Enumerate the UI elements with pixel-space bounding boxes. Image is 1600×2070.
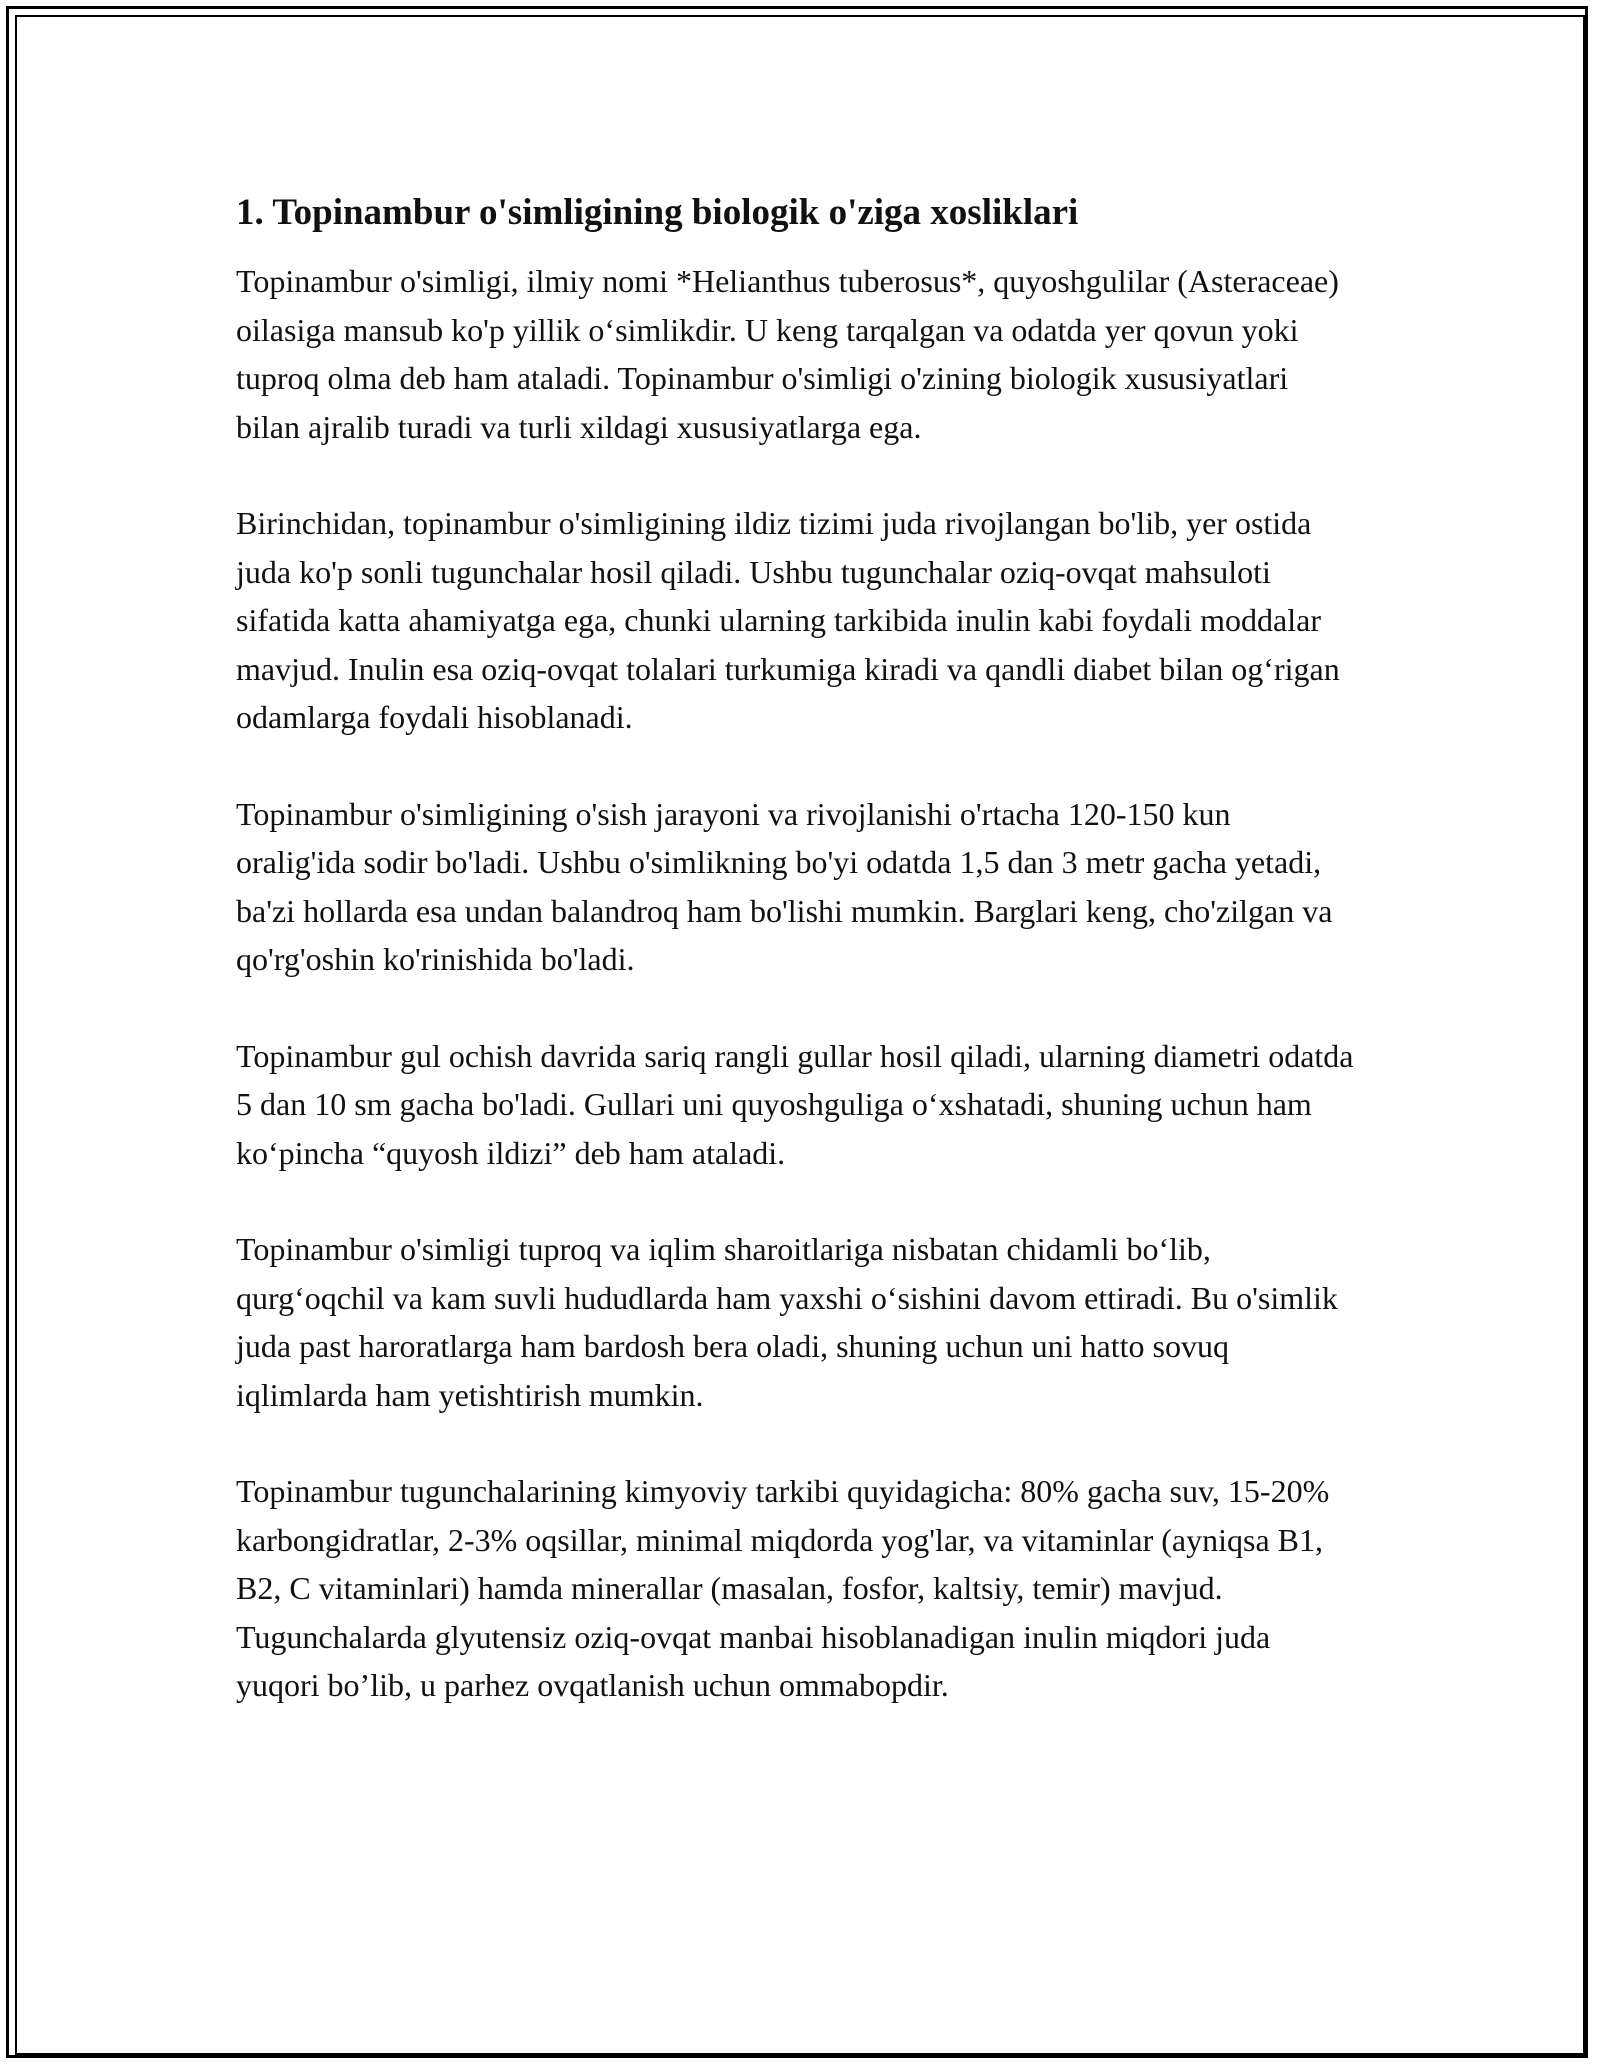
paragraph-hardiness: Topinambur o'simligi tuproq va iqlim sharoitlariga nisbatan chidamli bo‘lib, qurg‘oqchil va kam suvli hududlarda ham yaxshi o‘sishini davom ettiradi. Bu o'simlik juda past haroratlarga ham bardosh bera oladi, shuning uchun uni hatto sovuq iqlimlarda ham yetishtirish mumkin. bbox=[236, 1231, 1338, 1413]
section-heading: 1. Topinambur o'simligining biologik o'ziga xosliklari bbox=[236, 192, 1079, 233]
paragraph-composition: Topinambur tugunchalarining kimyoviy tarkibi quyidagicha: 80% gacha suv, 15-20% karbongidratlar, 2-3% oqsillar, minimal miqdorda yog'lar, va vitaminlar (ayniqsa B1, B2, C vitaminlari) hamda minerallar (masalan, fosfor, kaltsiy, temir) mavjud. Tugunchalarda glyutensiz oziq-ovqat manbai hisoblanadigan inulin miqdori juda yuqori bo’lib, u parhez ovqatlanish uchun ommabopdir. bbox=[236, 1473, 1330, 1703]
paragraph-growth: Topinambur o'simligining o'sish jarayoni va rivojlanishi o'rtacha 120-150 kun oralig'ida sodir bo'ladi. Ushbu o'simlikning bo'yi odatda 1,5 dan 3 metr gacha yetadi, ba'zi hollarda esa undan balandroq ham bo'lishi mumkin. Barglari keng, cho'zilgan va qo'rg'oshin ko'rinishida bo'ladi. bbox=[236, 795, 1333, 977]
paragraph-root-system: Birinchidan, topinambur o'simligining ildiz tizimi juda rivojlangan bo'lib, yer ostida juda ko'p sonli tugunchalar hosil qiladi. Ushbu tugunchalar oziq-ovqat mahsuloti sifatida katta ahamiyatga ega, chunki ularning tarkibida inulin kabi foydali moddalar mavjud. Inulin esa oziq-ovqat tolalari turkumiga kiradi va qandli diabet bilan og‘rigan odamlarga foydali hisoblanadi. bbox=[236, 505, 1340, 735]
paragraph-flowers: Topinambur gul ochish davrida sariq rangli gullar hosil qiladi, ularning diametri odatda 5 dan 10 sm gacha bo'ladi. Gullari uni quyoshguliga o‘xshatadi, shuning uchun ham ko‘pincha “quyosh ildizi” deb ham ataladi. bbox=[236, 1037, 1354, 1171]
paragraph-intro: Topinambur o'simligi, ilmiy nomi *Helianthus tuberosus*, quyoshgulilar (Asteraceae) oilasiga mansub ko'p yillik o‘simlikdir. U keng tarqalgan va odatda yer qovun yoki tuproq olma deb ham ataladi. Topinambur o'simligi o'zining biologik xususiyatlari bilan ajralib turadi va turli xildagi xususiyatlarga ega. bbox=[236, 263, 1339, 445]
document-body bbox=[236, 185, 1356, 1710]
